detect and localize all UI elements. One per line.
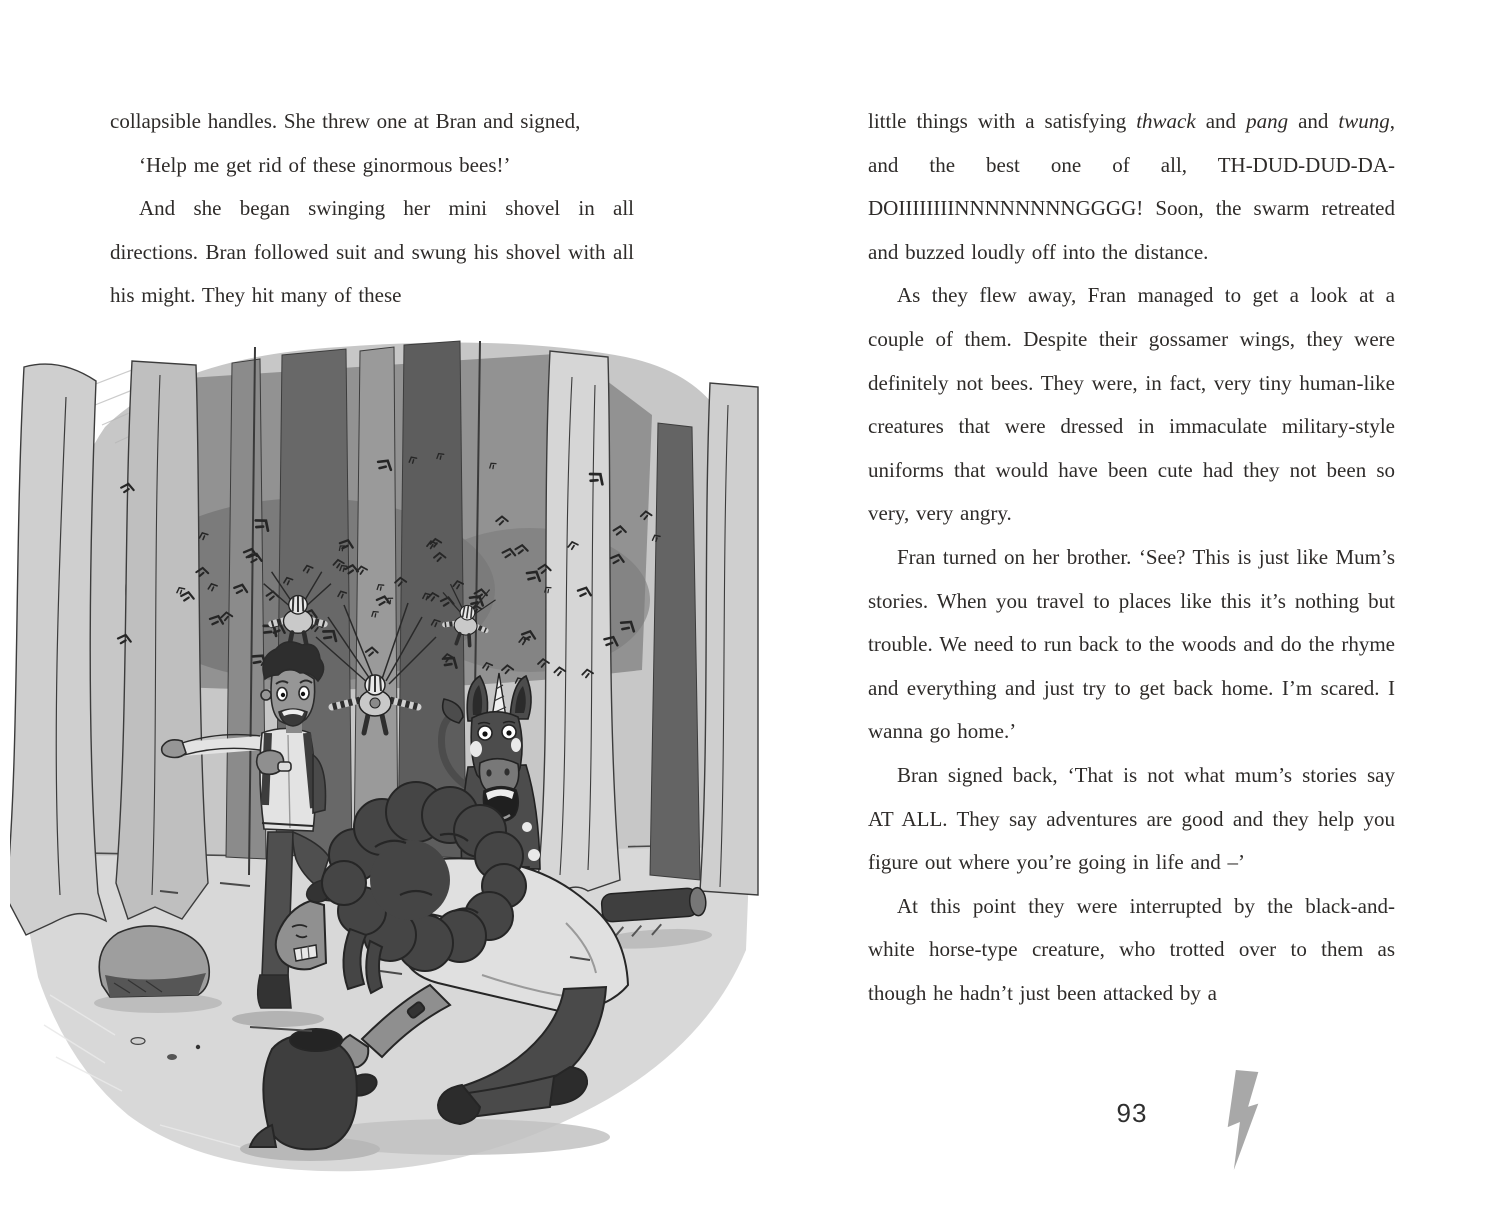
tree-trunk (650, 423, 700, 880)
paragraph: As they flew away, Fran managed to get a look at a couple of them. Despite their gossamer wings, they were definitely not bees. They were, in fact, very tiny human-like creatures that were dressed in immaculate military-style uniforms that would have been cute had they not been so very, very angry. (868, 283, 1395, 526)
paragraph: collapsible handles. She threw one at Bran and signed, (110, 109, 581, 133)
paragraph: Fran turned on her brother. ‘See? This is just like Mum’s stories. When you travel to places like this it’s nothing but trouble. We need to run back to the woods and do the rhyme and everything and just try to get back home. I’m scared. I wanna go home.’ (868, 544, 1395, 744)
boy-hand (162, 740, 186, 758)
right-page-text (868, 100, 1395, 1015)
tree-trunk (700, 383, 758, 895)
paragraph: And she began swinging her mini shovel in all directions. Bran followed suit and swung his shovel with all his might. They hit many of these (110, 196, 634, 308)
forest-illustration (10, 335, 760, 1200)
paragraph: little things with a satisfying thwack and pang and twung, and the best one of all, TH-DUD-DUD-DA-DOIIIIIIIINNNNNNNNGGGG! Soon, the swarm retreated and buzzed loudly off into the distance. (868, 109, 1396, 264)
paragraph: ‘Help me get rid of these ginormous bees!’ (139, 152, 511, 177)
paragraph: At this point they were interrupted by the black-and-white horse-type creature, who trotted over to them as though he hadn’t just been attacked by a (868, 893, 1395, 1005)
left-page-text (110, 100, 634, 318)
duffel-bag (263, 1035, 357, 1149)
paragraph: Bran signed back, ‘That is not what mum’s stories say AT ALL. They say adventures are good and they help you figure out where you’re going in life and –’ (868, 762, 1395, 875)
tree-trunk (354, 347, 398, 857)
page-number: 93 (1116, 1098, 1148, 1128)
boy-boot (258, 975, 291, 1008)
lightning-bolt-icon (1221, 1070, 1265, 1170)
tree-trunk (538, 351, 620, 897)
